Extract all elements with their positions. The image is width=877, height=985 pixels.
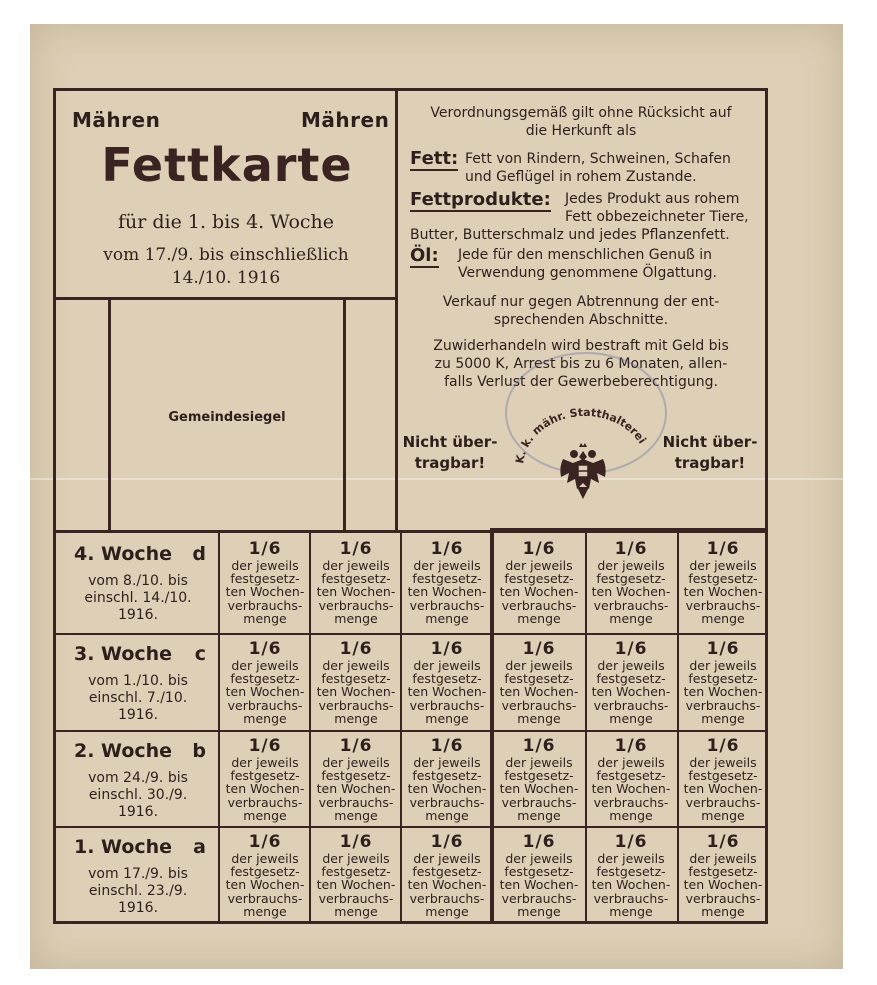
coupon-text-line1: der jeweils xyxy=(689,558,757,573)
coupon-text-line3: ten Wochen- xyxy=(225,877,305,893)
fett-line-1: Fett von Rindern, Schweinen, Schafen xyxy=(465,151,731,167)
coupon-b-6[interactable] xyxy=(678,732,768,827)
coupon-text-line2: festgesetz- xyxy=(321,671,391,687)
coupon-text-line5: menge xyxy=(243,610,287,626)
coupon-text-line1: der jeweils xyxy=(505,755,573,770)
coupon-text-line5: menge xyxy=(517,903,561,919)
coupon-text-line1: der jeweils xyxy=(505,658,573,673)
term-fett: Fett: xyxy=(410,148,459,169)
coupon-fraction: 1/6 xyxy=(248,832,282,852)
coupon-a-1[interactable] xyxy=(220,828,310,923)
region-left: Mähren xyxy=(72,108,161,132)
oel-line-2: Verwendung genommene Ölgattung. xyxy=(458,265,717,281)
coupon-text-line5: menge xyxy=(701,710,745,726)
coupon-text-line5: menge xyxy=(701,807,745,823)
coupon-fraction: 1/6 xyxy=(248,539,282,559)
week-dates-line3: 1916. xyxy=(117,900,159,916)
coupon-text-line5: menge xyxy=(243,807,287,823)
coupon-text-line4: verbrauchs- xyxy=(227,697,303,713)
coupon-text-line5: menge xyxy=(517,610,561,626)
fettprodukte-line-2: Fett obbezeichneter Tiere, xyxy=(565,209,749,225)
week-label-b xyxy=(60,730,216,826)
divider-coupon-bold-top xyxy=(490,528,768,532)
coupon-text-line3: ten Wochen- xyxy=(683,684,763,700)
coupon-c-6[interactable] xyxy=(678,635,768,730)
coupon-b-5[interactable] xyxy=(586,732,676,827)
coupon-text-line1: der jeweils xyxy=(689,851,757,866)
coupon-fraction: 1/6 xyxy=(522,736,556,756)
not-transferable-right xyxy=(660,432,760,474)
coupon-text-line2: festgesetz- xyxy=(321,864,391,880)
week-dates-line3: 1916. xyxy=(117,607,159,623)
week-dates-line1: vom 24./9. bis xyxy=(88,770,188,786)
strafe-line-3: falls Verlust der Gewerbeberechtigung. xyxy=(444,374,718,390)
coupon-text-line3: ten Wochen- xyxy=(225,684,305,700)
coupon-a-3[interactable] xyxy=(402,828,492,923)
coupon-text-line4: verbrauchs- xyxy=(227,794,303,810)
coupon-text-line4: verbrauchs- xyxy=(501,890,577,906)
coupon-text-line4: verbrauchs- xyxy=(685,597,761,613)
week-title: 1. Woche xyxy=(74,836,173,858)
coupon-text-line4: verbrauchs- xyxy=(685,697,761,713)
week-label-c xyxy=(60,633,216,730)
coupon-text-line2: festgesetz- xyxy=(596,671,666,687)
coupon-b-4[interactable] xyxy=(494,732,584,827)
coupon-text-line3: ten Wochen- xyxy=(499,584,579,600)
coupon-fraction: 1/6 xyxy=(430,736,464,756)
region-right: Mähren xyxy=(301,108,390,132)
coupon-text-line4: verbrauchs- xyxy=(318,697,394,713)
not-transferable-left xyxy=(400,432,500,474)
coupon-text-line3: ten Wochen- xyxy=(225,781,305,797)
week-label-d xyxy=(60,533,216,633)
coupon-text-line1: der jeweils xyxy=(231,558,299,573)
coupon-fraction: 1/6 xyxy=(430,639,464,659)
coupon-d-4[interactable] xyxy=(494,535,584,630)
coupon-text-line3: ten Wochen- xyxy=(591,584,671,600)
coupon-text-line3: ten Wochen- xyxy=(499,877,579,893)
coupon-text-line2: festgesetz- xyxy=(504,864,574,880)
coupon-text-line1: der jeweils xyxy=(689,755,757,770)
coupon-fraction: 1/6 xyxy=(522,832,556,852)
coupon-text-line1: der jeweils xyxy=(597,658,665,673)
stamp-text: K. k. mähr. Statthalterei xyxy=(513,405,649,465)
coupon-text-line2: festgesetz- xyxy=(504,571,574,587)
coupon-text-line5: menge xyxy=(517,710,561,726)
coupon-text-line4: verbrauchs- xyxy=(318,597,394,613)
coupon-text-line2: festgesetz- xyxy=(596,768,666,784)
coupon-text-line1: der jeweils xyxy=(322,658,390,673)
strafe-line-1: Zuwiderhandeln wird bestraft mit Geld bis xyxy=(433,338,729,354)
coupon-text-line1: der jeweils xyxy=(413,558,481,573)
coupon-text-line3: ten Wochen- xyxy=(683,584,763,600)
coupon-text-line3: ten Wochen- xyxy=(407,584,487,600)
coupon-text-line5: menge xyxy=(425,710,469,726)
coupon-text-line5: menge xyxy=(425,610,469,626)
not-transferable-left-2: tragbar! xyxy=(414,454,486,472)
not-transferable-right-1: Nicht über- xyxy=(662,433,758,451)
oel-line-1: Jede für den menschlichen Genuß in xyxy=(458,247,713,263)
coupon-text-line2: festgesetz- xyxy=(412,864,482,880)
coupon-text-line4: verbrauchs- xyxy=(227,597,303,613)
coupon-fraction: 1/6 xyxy=(339,639,373,659)
coupon-fraction: 1/6 xyxy=(522,639,556,659)
week-dates-line2: einschl. 30./9. xyxy=(88,787,188,803)
coupon-text-line4: verbrauchs- xyxy=(685,890,761,906)
coupon-text-line2: festgesetz- xyxy=(504,671,574,687)
coupon-text-line2: festgesetz- xyxy=(230,864,300,880)
page-title: Fettkarte xyxy=(101,138,353,192)
coupon-text-line4: verbrauchs- xyxy=(409,794,485,810)
fettprodukte-line-1: Jedes Produkt aus rohem xyxy=(565,191,740,207)
coupon-text-line4: verbrauchs- xyxy=(501,597,577,613)
coupon-text-line4: verbrauchs- xyxy=(593,597,669,613)
coupon-text-line2: festgesetz- xyxy=(321,571,391,587)
coupon-text-line2: festgesetz- xyxy=(504,768,574,784)
coupon-text-line4: verbrauchs- xyxy=(593,890,669,906)
coupon-b-2[interactable] xyxy=(311,732,401,827)
coupon-fraction: 1/6 xyxy=(339,736,373,756)
coupon-text-line2: festgesetz- xyxy=(596,571,666,587)
week-dates-line1: vom 8./10. bis xyxy=(88,573,188,589)
coupon-text-line4: verbrauchs- xyxy=(318,890,394,906)
coupon-d-2[interactable] xyxy=(311,535,401,630)
coupon-c-3[interactable] xyxy=(402,635,492,730)
coupon-text-line2: festgesetz- xyxy=(230,571,300,587)
not-transferable-left-1: Nicht über- xyxy=(402,433,498,451)
coupon-text-line4: verbrauchs- xyxy=(409,597,485,613)
coupon-fraction: 1/6 xyxy=(248,639,282,659)
coupon-fraction: 1/6 xyxy=(614,832,648,852)
coupon-text-line4: verbrauchs- xyxy=(593,697,669,713)
coupon-text-line1: der jeweils xyxy=(689,658,757,673)
coupon-text-line3: ten Wochen- xyxy=(316,781,396,797)
term-fettprodukte: Fettprodukte: xyxy=(410,189,551,210)
coupon-text-line5: menge xyxy=(609,903,653,919)
week-letter: d xyxy=(192,543,206,565)
coupon-text-line5: menge xyxy=(334,710,378,726)
coupon-text-line3: ten Wochen- xyxy=(316,877,396,893)
coupon-d-1[interactable] xyxy=(220,535,310,630)
coupon-text-line1: der jeweils xyxy=(231,851,299,866)
fett-line-2: und Geflügel in rohem Zustande. xyxy=(465,169,697,185)
week-letter: c xyxy=(194,643,206,665)
coupon-text-line1: der jeweils xyxy=(505,558,573,573)
coupon-text-line3: ten Wochen- xyxy=(683,877,763,893)
coupon-c-4[interactable] xyxy=(494,635,584,730)
coupon-d-3[interactable] xyxy=(402,535,492,630)
coupon-text-line2: festgesetz- xyxy=(412,768,482,784)
coupon-text-line4: verbrauchs- xyxy=(501,794,577,810)
week-dates-line2: einschl. 14./10. xyxy=(84,590,192,606)
coupon-text-line3: ten Wochen- xyxy=(316,584,396,600)
coupon-text-line1: der jeweils xyxy=(322,558,390,573)
coupon-text-line1: der jeweils xyxy=(322,755,390,770)
coupon-a-5[interactable] xyxy=(586,828,676,923)
coupon-text-line3: ten Wochen- xyxy=(591,781,671,797)
coupon-text-line1: der jeweils xyxy=(413,851,481,866)
coupon-b-3[interactable] xyxy=(402,732,492,827)
week-title: 3. Woche xyxy=(74,643,173,665)
verkauf-line-1: Verkauf nur gegen Abtrennung der ent- xyxy=(442,294,720,310)
coupon-text-line5: menge xyxy=(243,903,287,919)
coupon-text-line5: menge xyxy=(334,903,378,919)
coupon-c-2[interactable] xyxy=(311,635,401,730)
week-dates-line1: vom 17./9. bis xyxy=(88,866,188,882)
coupon-text-line3: ten Wochen- xyxy=(407,877,487,893)
coupon-text-line4: verbrauchs- xyxy=(409,890,485,906)
coupon-fraction: 1/6 xyxy=(706,736,740,756)
coupon-text-line1: der jeweils xyxy=(597,851,665,866)
coupon-fraction: 1/6 xyxy=(522,539,556,559)
coupon-text-line1: der jeweils xyxy=(597,558,665,573)
coupon-text-line2: festgesetz- xyxy=(688,864,758,880)
coupon-text-line5: menge xyxy=(609,710,653,726)
fettprodukte-line-3: Butter, Butterschmalz und jedes Pflanzenfett. xyxy=(410,227,730,243)
coupon-text-line3: ten Wochen- xyxy=(591,877,671,893)
coupon-text-line4: verbrauchs- xyxy=(227,890,303,906)
coupon-text-line1: der jeweils xyxy=(231,658,299,673)
intro-line-2: die Herkunft als xyxy=(525,123,637,139)
not-transferable-right-2: tragbar! xyxy=(674,454,746,472)
coupon-text-line5: menge xyxy=(425,807,469,823)
coupon-text-line3: ten Wochen- xyxy=(407,684,487,700)
coupon-text-line3: ten Wochen- xyxy=(316,684,396,700)
coupon-text-line4: verbrauchs- xyxy=(685,794,761,810)
verkauf-line-2: sprechenden Abschnitte. xyxy=(493,312,669,328)
coupon-fraction: 1/6 xyxy=(706,539,740,559)
week-dates-line3: 1916. xyxy=(117,804,159,820)
coupon-fraction: 1/6 xyxy=(339,832,373,852)
coupon-text-line5: menge xyxy=(334,807,378,823)
coupon-a-4[interactable] xyxy=(494,828,584,923)
coupon-text-line1: der jeweils xyxy=(231,755,299,770)
coupon-text-line4: verbrauchs- xyxy=(593,794,669,810)
coupon-b-1[interactable] xyxy=(220,732,310,827)
term-oel: Öl: xyxy=(410,245,439,266)
coupon-text-line3: ten Wochen- xyxy=(683,781,763,797)
coupon-fraction: 1/6 xyxy=(430,539,464,559)
coupon-text-line1: der jeweils xyxy=(413,755,481,770)
coupon-text-line5: menge xyxy=(609,807,653,823)
coupon-fraction: 1/6 xyxy=(614,639,648,659)
coupon-text-line5: menge xyxy=(701,610,745,626)
coupon-text-line5: menge xyxy=(425,903,469,919)
week-title: 4. Woche xyxy=(74,543,173,565)
double-eagle-icon xyxy=(555,437,611,501)
coupon-fraction: 1/6 xyxy=(430,832,464,852)
municipal-seal-label: Gemeindesiegel xyxy=(168,410,286,425)
week-title: 2. Woche xyxy=(74,740,173,762)
coupon-text-line2: festgesetz- xyxy=(230,671,300,687)
coupon-text-line3: ten Wochen- xyxy=(225,584,305,600)
week-letter: b xyxy=(192,740,206,762)
coupon-text-line2: festgesetz- xyxy=(596,864,666,880)
coupon-text-line2: festgesetz- xyxy=(412,571,482,587)
coupon-text-line4: verbrauchs- xyxy=(409,697,485,713)
coupon-d-5[interactable] xyxy=(586,535,676,630)
coupon-fraction: 1/6 xyxy=(248,736,282,756)
coupon-text-line3: ten Wochen- xyxy=(407,781,487,797)
coupon-fraction: 1/6 xyxy=(339,539,373,559)
period-line-2: 14./10. 1916 xyxy=(171,268,281,288)
coupon-text-line2: festgesetz- xyxy=(321,768,391,784)
week-dates-line2: einschl. 7./10. xyxy=(88,690,188,706)
coupon-text-line3: ten Wochen- xyxy=(499,684,579,700)
coupon-c-5[interactable] xyxy=(586,635,676,730)
coupon-c-1[interactable] xyxy=(220,635,310,730)
coupon-text-line2: festgesetz- xyxy=(688,768,758,784)
coupon-text-line1: der jeweils xyxy=(322,851,390,866)
week-label-a xyxy=(60,826,216,922)
week-dates-line1: vom 1./10. bis xyxy=(88,673,188,689)
intro-line-1: Verordnungsgemäß gilt ohne Rücksicht auf xyxy=(430,105,732,121)
coupon-text-line2: festgesetz- xyxy=(412,671,482,687)
coupon-text-line5: menge xyxy=(701,903,745,919)
coupon-text-line5: menge xyxy=(243,710,287,726)
coupon-fraction: 1/6 xyxy=(614,539,648,559)
coupon-fraction: 1/6 xyxy=(706,832,740,852)
coupon-text-line5: menge xyxy=(609,610,653,626)
coupon-text-line5: menge xyxy=(334,610,378,626)
coupon-text-line4: verbrauchs- xyxy=(318,794,394,810)
coupon-text-line1: der jeweils xyxy=(505,851,573,866)
period-line-1: vom 17./9. bis einschließlich xyxy=(103,245,349,265)
coupon-text-line1: der jeweils xyxy=(413,658,481,673)
coupon-text-line3: ten Wochen- xyxy=(499,781,579,797)
coupon-a-2[interactable] xyxy=(311,828,401,923)
coupon-a-6[interactable] xyxy=(678,828,768,923)
coupon-text-line3: ten Wochen- xyxy=(591,684,671,700)
week-dates-line3: 1916. xyxy=(117,707,159,723)
strafe-line-2: zu 5000 K, Arrest bis zu 6 Monaten, allen- xyxy=(434,356,728,372)
coupon-text-line1: der jeweils xyxy=(597,755,665,770)
coupon-d-6[interactable] xyxy=(678,535,768,630)
coupon-text-line5: menge xyxy=(517,807,561,823)
seal-box-right xyxy=(343,300,346,533)
coupon-fraction: 1/6 xyxy=(706,639,740,659)
coupon-text-line4: verbrauchs- xyxy=(501,697,577,713)
coupon-text-line2: festgesetz- xyxy=(688,571,758,587)
subtitle: für die 1. bis 4. Woche xyxy=(117,211,335,233)
week-dates-line2: einschl. 23./9. xyxy=(88,883,188,899)
coupon-fraction: 1/6 xyxy=(614,736,648,756)
week-letter: a xyxy=(193,836,206,858)
coupon-text-line2: festgesetz- xyxy=(688,671,758,687)
coupon-text-line2: festgesetz- xyxy=(230,768,300,784)
